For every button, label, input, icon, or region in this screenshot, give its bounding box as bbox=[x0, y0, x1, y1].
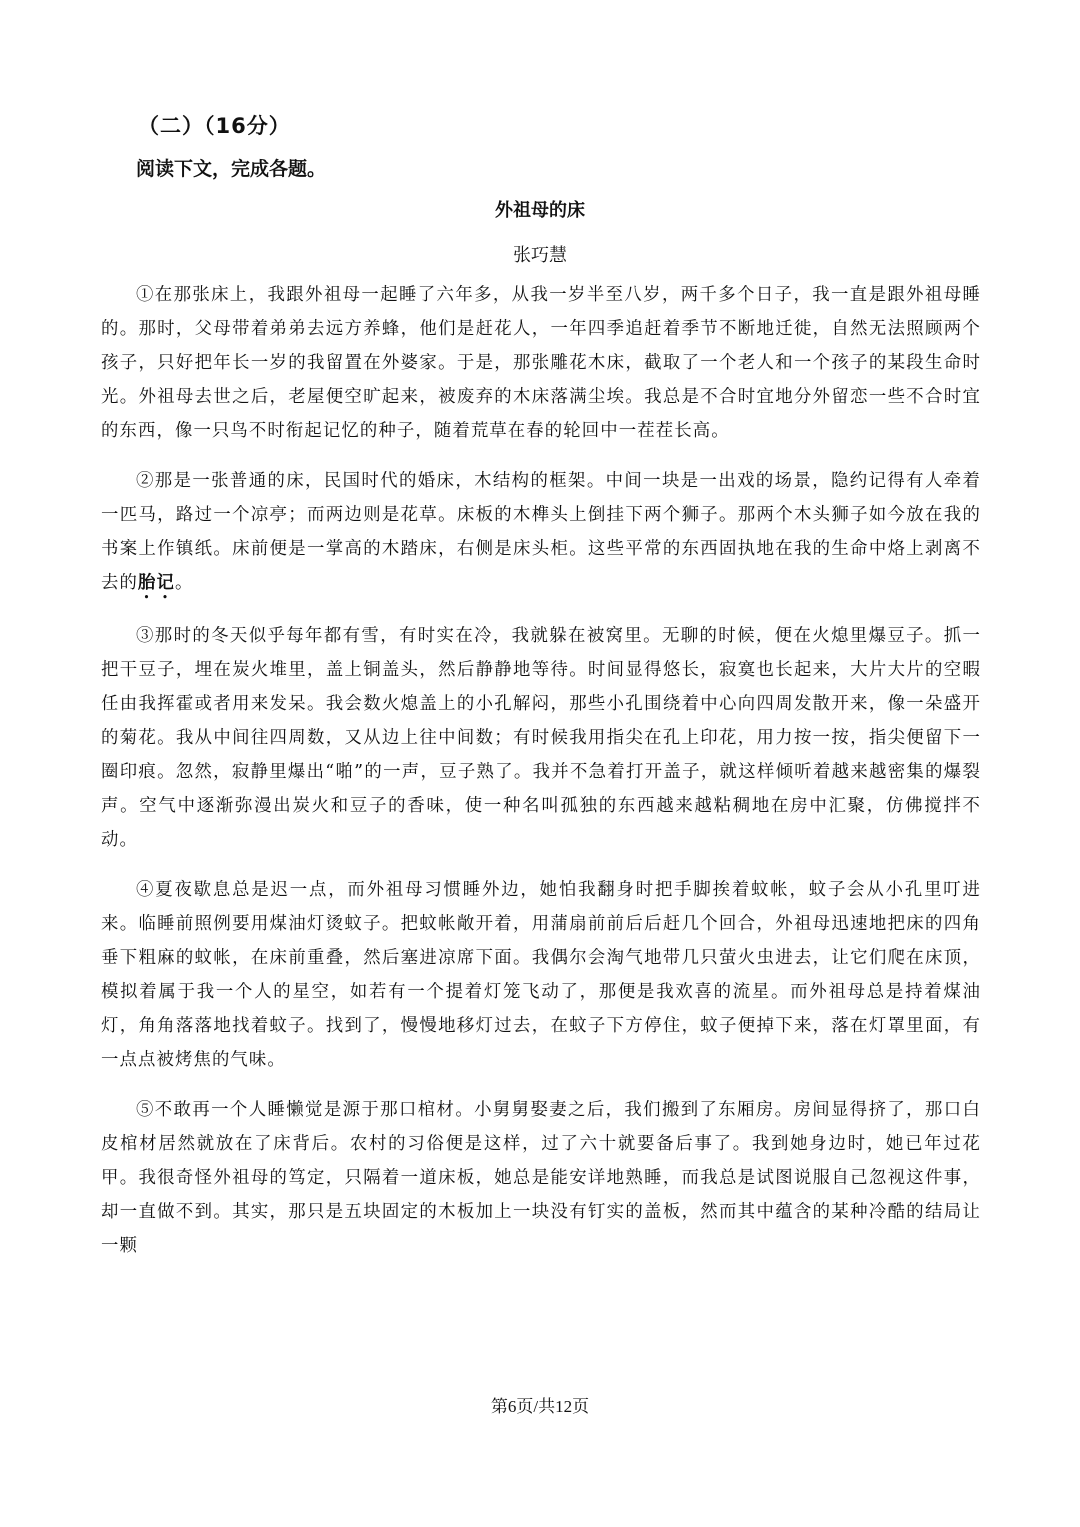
paragraph-2 bbox=[101, 464, 981, 603]
paragraph-text: ⑤不敢再一个人睡懒觉是源于那口棺材。小舅舅娶妻之后，我们搬到了东厢房。房间显得挤了，那口白皮棺材居然就放在了床背后。农村的习俗便是这样，过了六十就要备后事了。我到她身边时，她已年过花甲。我很奇怪外祖母的笃定，只隔着一道床板，她总是能安详地熟睡，而我总是试图说服自己忽视这件事，却一直做不到。其实，那只是五块固定的木板加上一块没有钉实的盖板，然而其中蕴含的某种冷酷的结局让一颗 bbox=[101, 1100, 981, 1256]
paragraph-text: ③那时的冬天似乎每年都有雪，有时实在冷，我就躲在被窝里。无聊的时候，便在火熄里爆豆子。抓一把干豆子，埋在炭火堆里，盖上铜盖头，然后静静地等待。时间显得悠长，寂寞也长起来，大片大片的空暇任由我挥霍或者用来发呆。我会数火熄盖上的小孔解闷，那些小孔围绕着中心向四周发散开来，像一朵盛开的菊花。我从中间往四周数，又从边上往中间数；有时候我用指尖在孔上印花，用力按一按，指尖便留下一圈印痕。忽然，寂静里爆出“啪”的一声，豆子熟了。我并不急着打开盖子，就这样倾听着越来越密集的爆裂声。空气中逐渐弥漫出炭火和豆子的香味，使一种名叫孤独的东西越来越粘稠地在房中汇聚，仿佛搅拌不动。 bbox=[101, 626, 981, 850]
page-number: 第6页/共12页 bbox=[490, 1397, 590, 1416]
section-heading: （二）（16分） bbox=[138, 114, 291, 138]
article-title: 外祖母的床 bbox=[495, 200, 585, 221]
article-body bbox=[101, 278, 981, 1279]
paragraph-text: ②那是一张普通的床，民国时代的婚床，木结构的框架。中间一块是一出戏的场景，隐约记得有人牵着一匹马，路过一个凉亭；而两边则是花草。床板的木榫头上倒挂下两个狮子。那两个木头狮子如今放在我的书案上作镇纸。床前便是一掌高的木踏床，右侧是床头柜。这些平常的东西固执地在我的生命中烙上剥离不去的 bbox=[101, 471, 981, 593]
emphasized-word: 胎记 bbox=[137, 573, 175, 593]
paragraph-3 bbox=[101, 619, 981, 857]
article-author: 张巧慧 bbox=[513, 245, 567, 266]
paragraph-text: ④夏夜歇息总是迟一点，而外祖母习惯睡外边，她怕我翻身时把手脚挨着蚊帐，蚊子会从小孔里叮进来。临睡前照例要用煤油灯烫蚊子。把蚊帐敞开着，用蒲扇前前后后赶几个回合，外祖母迅速地把床的四角垂下粗麻的蚊帐，在床前重叠，然后塞进凉席下面。我偶尔会淘气地带几只萤火虫进去，让它们爬在床顶，模拟着属于我一个人的星空，如若有一个提着灯笼飞动了，那便是我欢喜的流星。而外祖母总是持着煤油灯，角角落落地找着蚊子。找到了，慢慢地移灯过去，在蚊子下方停住，蚊子便掉下来，落在灯罩里面，有一点点被烤焦的气味。 bbox=[101, 880, 981, 1070]
reading-instruction: 阅读下文，完成各题。 bbox=[136, 158, 327, 180]
paragraph-1 bbox=[101, 278, 981, 448]
paragraph-suffix: 。 bbox=[174, 573, 194, 593]
paragraph-4 bbox=[101, 873, 981, 1077]
paragraph-5 bbox=[101, 1093, 981, 1263]
paragraph-text: ①在那张床上，我跟外祖母一起睡了六年多，从我一岁半至八岁，两千多个日子，我一直是跟外祖母睡的。那时，父母带着弟弟去远方养蜂，他们是赶花人，一年四季追赶着季节不断地迁徙，自然无法照顾两个孩子，只好把年长一岁的我留置在外婆家。于是，那张雕花木床，截取了一个老人和一个孩子的某段生命时光。外祖母去世之后，老屋便空旷起来，被废弃的木床落满尘埃。我总是不合时宜地分外留恋一些不合时宜的东西，像一只鸟不时衔起记忆的种子，随着荒草在春的轮回中一茬茬长高。 bbox=[101, 285, 981, 441]
